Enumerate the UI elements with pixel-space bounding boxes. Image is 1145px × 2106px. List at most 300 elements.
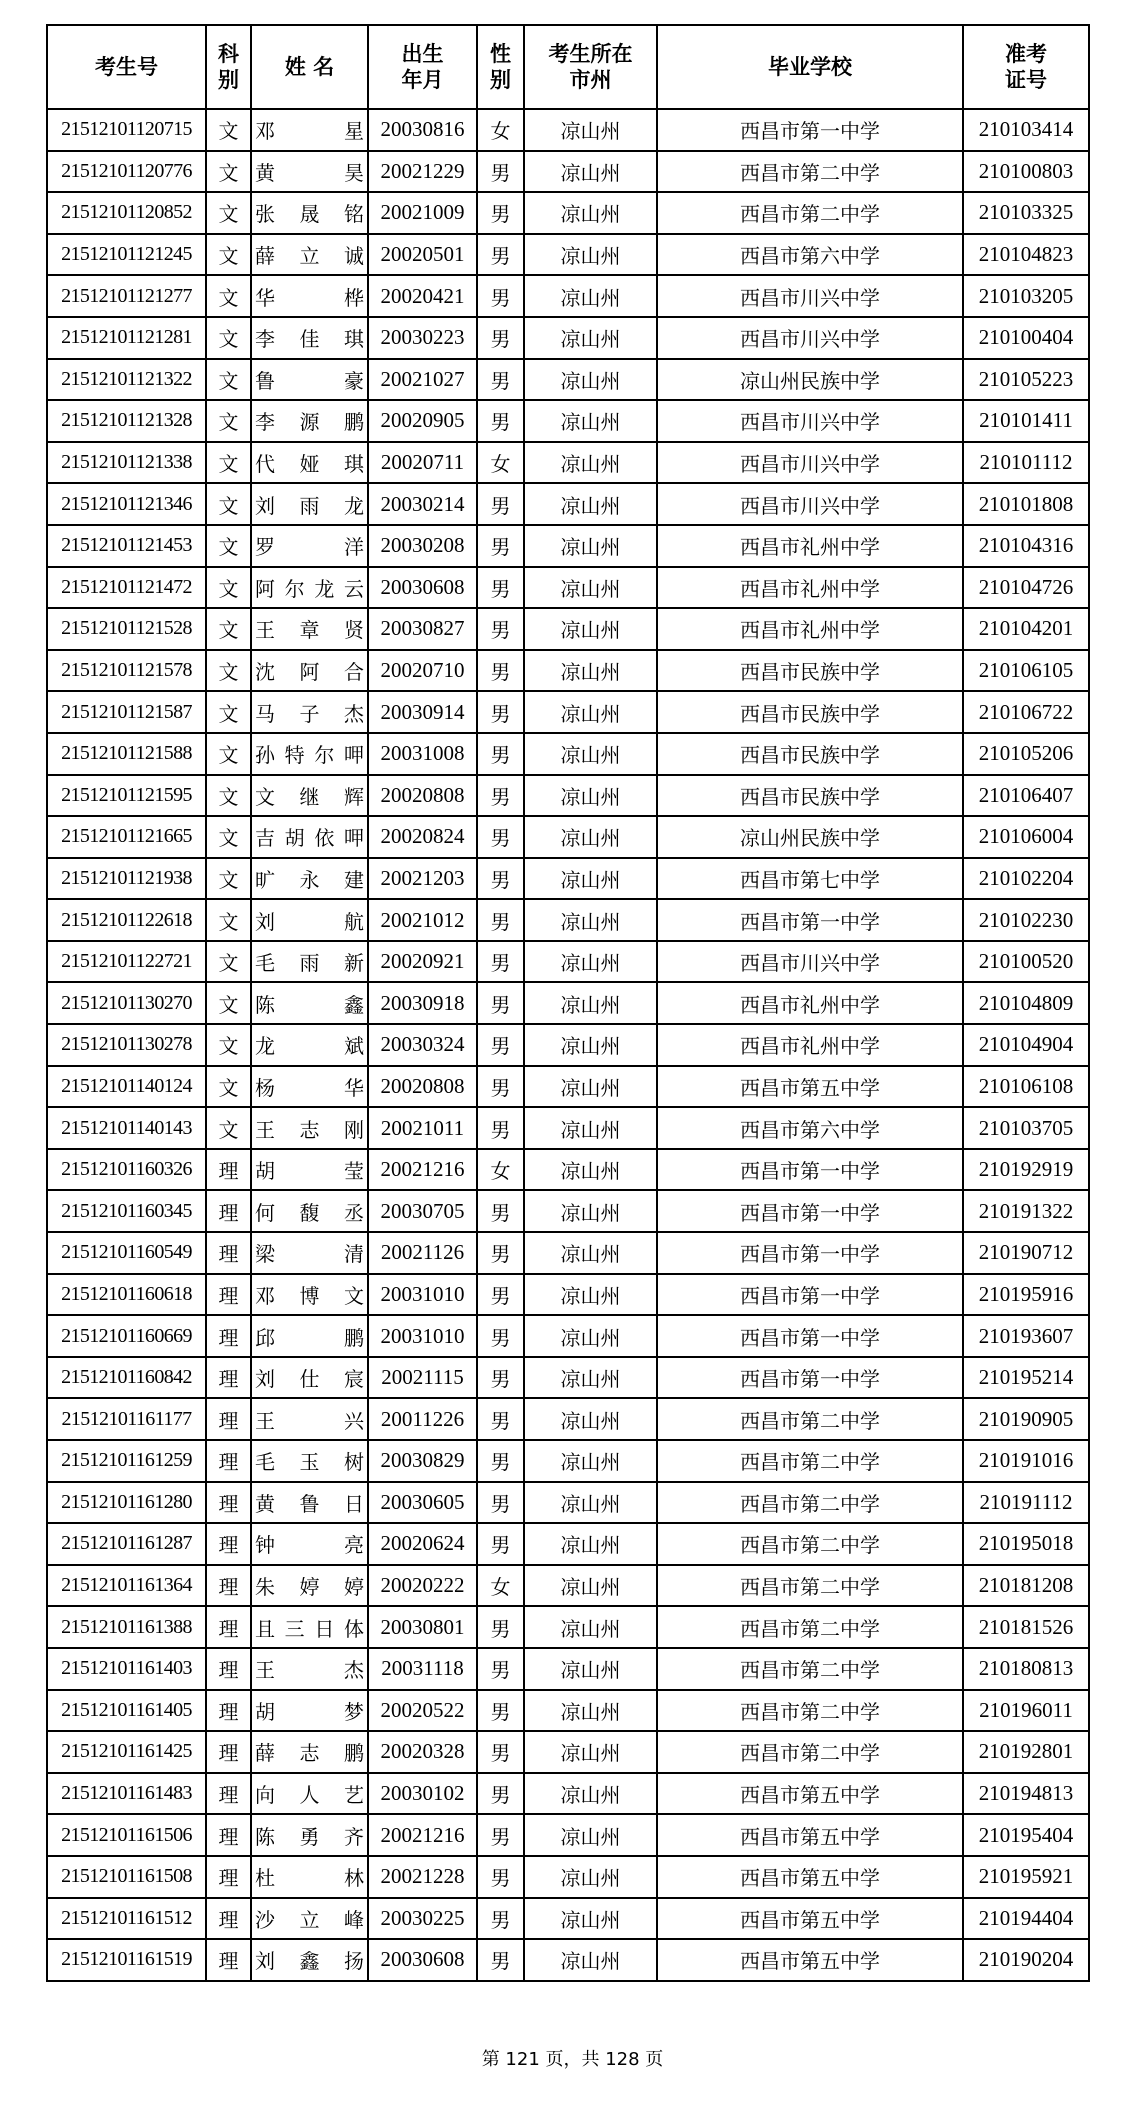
header-birth: 出生年月 (368, 25, 477, 109)
birth-date-cell: 20020710 (368, 650, 477, 692)
gender-cell: 男 (477, 858, 524, 900)
ticket-number-cell: 210190712 (963, 1232, 1089, 1274)
student-name-cell: 陈 鑫 (251, 982, 368, 1024)
ticket-number-cell: 210194404 (963, 1898, 1089, 1940)
birth-date-cell: 20011226 (368, 1398, 477, 1440)
city-cell: 凉山州 (524, 608, 657, 650)
city-cell: 凉山州 (524, 982, 657, 1024)
student-name-cell: 吉 胡 依 呷 (251, 816, 368, 858)
student-name-cell: 杨 华 (251, 1066, 368, 1108)
student-name-cell: 陈 勇 齐 (251, 1814, 368, 1856)
city-cell: 凉山州 (524, 775, 657, 817)
city-cell: 凉山州 (524, 1690, 657, 1732)
table-row (47, 1690, 1089, 1732)
gender-cell: 男 (477, 1939, 524, 1981)
birth-date-cell: 20020824 (368, 816, 477, 858)
gender-cell: 男 (477, 359, 524, 401)
student-name-cell: 李 佳 琪 (251, 317, 368, 359)
birth-date-cell: 20030705 (368, 1190, 477, 1232)
table-row (47, 525, 1089, 567)
gender-cell: 男 (477, 400, 524, 442)
ticket-number-cell: 210101112 (963, 442, 1089, 484)
birth-date-cell: 20021009 (368, 192, 477, 234)
school-cell: 西昌市川兴中学 (657, 941, 963, 983)
gender-cell: 男 (477, 567, 524, 609)
school-cell: 西昌市民族中学 (657, 775, 963, 817)
student-name-cell: 杜 林 (251, 1856, 368, 1898)
exam-number-cell: 21512101121346 (47, 483, 206, 525)
school-cell: 西昌市川兴中学 (657, 400, 963, 442)
school-cell: 西昌市第一中学 (657, 1274, 963, 1316)
ticket-number-cell: 210104809 (963, 982, 1089, 1024)
gender-cell: 女 (477, 442, 524, 484)
exam-number-cell: 21512101160842 (47, 1357, 206, 1399)
gender-cell: 男 (477, 1232, 524, 1274)
header-city: 考生所在市州 (524, 25, 657, 109)
ticket-number-cell: 210103705 (963, 1107, 1089, 1149)
ticket-number-cell: 210191016 (963, 1440, 1089, 1482)
birth-date-cell: 20030214 (368, 483, 477, 525)
city-cell: 凉山州 (524, 1565, 657, 1607)
exam-number-cell: 21512101160326 (47, 1149, 206, 1191)
ticket-number-cell: 210191112 (963, 1482, 1089, 1524)
gender-cell: 男 (477, 317, 524, 359)
school-cell: 西昌市第一中学 (657, 1357, 963, 1399)
city-cell: 凉山州 (524, 1024, 657, 1066)
city-cell: 凉山州 (524, 1856, 657, 1898)
table-row (47, 1149, 1089, 1191)
city-cell: 凉山州 (524, 1315, 657, 1357)
gender-cell: 男 (477, 1274, 524, 1316)
birth-date-cell: 20030816 (368, 109, 477, 151)
city-cell: 凉山州 (524, 1731, 657, 1773)
subject-cell: 文 (206, 317, 251, 359)
table-row (47, 1357, 1089, 1399)
table-row (47, 608, 1089, 650)
student-name-cell: 朱 婷 婷 (251, 1565, 368, 1607)
ticket-number-cell: 210103205 (963, 275, 1089, 317)
gender-cell: 女 (477, 1565, 524, 1607)
subject-cell: 文 (206, 525, 251, 567)
exam-number-cell: 21512101160549 (47, 1232, 206, 1274)
subject-cell: 文 (206, 650, 251, 692)
table-row (47, 567, 1089, 609)
city-cell: 凉山州 (524, 1398, 657, 1440)
table-row (47, 1606, 1089, 1648)
gender-cell: 男 (477, 941, 524, 983)
table-row (47, 1856, 1089, 1898)
gender-cell: 男 (477, 1440, 524, 1482)
birth-date-cell: 20030223 (368, 317, 477, 359)
ticket-number-cell: 210100520 (963, 941, 1089, 983)
subject-cell: 理 (206, 1440, 251, 1482)
ticket-number-cell: 210192801 (963, 1731, 1089, 1773)
student-name-cell: 鲁 豪 (251, 359, 368, 401)
exam-number-cell: 21512101160669 (47, 1315, 206, 1357)
subject-cell: 文 (206, 691, 251, 733)
school-cell: 凉山州民族中学 (657, 359, 963, 401)
subject-cell: 文 (206, 1024, 251, 1066)
exam-number-cell: 21512101121528 (47, 608, 206, 650)
student-name-cell: 邓 星 (251, 109, 368, 151)
subject-cell: 文 (206, 442, 251, 484)
school-cell: 西昌市川兴中学 (657, 442, 963, 484)
table-row (47, 1898, 1089, 1940)
subject-cell: 文 (206, 1066, 251, 1108)
ticket-number-cell: 210104904 (963, 1024, 1089, 1066)
ticket-number-cell: 210102204 (963, 858, 1089, 900)
city-cell: 凉山州 (524, 650, 657, 692)
city-cell: 凉山州 (524, 1274, 657, 1316)
subject-cell: 理 (206, 1357, 251, 1399)
gender-cell: 男 (477, 1398, 524, 1440)
gender-cell: 男 (477, 1690, 524, 1732)
school-cell: 西昌市第二中学 (657, 1731, 963, 1773)
subject-cell: 文 (206, 234, 251, 276)
table-row (47, 151, 1089, 193)
birth-date-cell: 20020501 (368, 234, 477, 276)
ticket-number-cell: 210195214 (963, 1357, 1089, 1399)
ticket-number-cell: 210180813 (963, 1648, 1089, 1690)
ticket-number-cell: 210106722 (963, 691, 1089, 733)
student-name-cell: 王 章 贤 (251, 608, 368, 650)
subject-cell: 理 (206, 1648, 251, 1690)
school-cell: 西昌市第五中学 (657, 1814, 963, 1856)
birth-date-cell: 20031008 (368, 733, 477, 775)
student-name-cell: 薛 立 诚 (251, 234, 368, 276)
birth-date-cell: 20021027 (368, 359, 477, 401)
subject-cell: 文 (206, 567, 251, 609)
gender-cell: 男 (477, 1814, 524, 1856)
exam-number-cell: 21512101161508 (47, 1856, 206, 1898)
birth-date-cell: 20030827 (368, 608, 477, 650)
student-name-cell: 向 人 艺 (251, 1773, 368, 1815)
table-row (47, 1024, 1089, 1066)
table-row (47, 1066, 1089, 1108)
table-row (47, 1398, 1089, 1440)
city-cell: 凉山州 (524, 1898, 657, 1940)
city-cell: 凉山州 (524, 1773, 657, 1815)
exam-number-cell: 21512101140143 (47, 1107, 206, 1149)
exam-number-cell: 21512101161519 (47, 1939, 206, 1981)
subject-cell: 文 (206, 775, 251, 817)
subject-cell: 文 (206, 359, 251, 401)
table-row (47, 400, 1089, 442)
birth-date-cell: 20030801 (368, 1606, 477, 1648)
city-cell: 凉山州 (524, 941, 657, 983)
student-name-cell: 阿 尔 龙 云 (251, 567, 368, 609)
city-cell: 凉山州 (524, 816, 657, 858)
birth-date-cell: 20021229 (368, 151, 477, 193)
ticket-number-cell: 210106105 (963, 650, 1089, 692)
ticket-number-cell: 210105223 (963, 359, 1089, 401)
student-name-cell: 旷 永 建 (251, 858, 368, 900)
birth-date-cell: 20020421 (368, 275, 477, 317)
school-cell: 西昌市第一中学 (657, 1190, 963, 1232)
birth-date-cell: 20020711 (368, 442, 477, 484)
table-row (47, 1939, 1089, 1981)
header-row (47, 25, 1089, 109)
student-name-cell: 何 馥 丞 (251, 1190, 368, 1232)
ticket-number-cell: 210195916 (963, 1274, 1089, 1316)
ticket-number-cell: 210190905 (963, 1398, 1089, 1440)
page-footer: 第 121 页，共 128 页 (481, 2049, 664, 2070)
student-name-cell: 王 杰 (251, 1648, 368, 1690)
subject-cell: 文 (206, 400, 251, 442)
city-cell: 凉山州 (524, 1107, 657, 1149)
birth-date-cell: 20030608 (368, 1939, 477, 1981)
school-cell: 西昌市礼州中学 (657, 982, 963, 1024)
school-cell: 西昌市民族中学 (657, 650, 963, 692)
school-cell: 西昌市第二中学 (657, 1440, 963, 1482)
student-name-cell: 刘 鑫 扬 (251, 1939, 368, 1981)
student-name-cell: 王 兴 (251, 1398, 368, 1440)
table-row (47, 1731, 1089, 1773)
table-row (47, 1648, 1089, 1690)
subject-cell: 文 (206, 1107, 251, 1149)
gender-cell: 男 (477, 1731, 524, 1773)
birth-date-cell: 20020328 (368, 1731, 477, 1773)
ticket-number-cell: 210100404 (963, 317, 1089, 359)
city-cell: 凉山州 (524, 899, 657, 941)
table-row (47, 858, 1089, 900)
table-row (47, 234, 1089, 276)
gender-cell: 男 (477, 1856, 524, 1898)
birth-date-cell: 20030829 (368, 1440, 477, 1482)
table-row (47, 1440, 1089, 1482)
table-row (47, 650, 1089, 692)
ticket-number-cell: 210101808 (963, 483, 1089, 525)
birth-date-cell: 20020808 (368, 775, 477, 817)
student-name-cell: 文 继 辉 (251, 775, 368, 817)
student-name-cell: 邓 博 文 (251, 1274, 368, 1316)
exam-number-cell: 21512101121322 (47, 359, 206, 401)
ticket-number-cell: 210195404 (963, 1814, 1089, 1856)
ticket-number-cell: 210104201 (963, 608, 1089, 650)
birth-date-cell: 20030914 (368, 691, 477, 733)
student-name-cell: 孙 特 尔 呷 (251, 733, 368, 775)
student-name-cell: 邱 鹏 (251, 1315, 368, 1357)
gender-cell: 男 (477, 1315, 524, 1357)
exam-number-cell: 21512101121938 (47, 858, 206, 900)
city-cell: 凉山州 (524, 442, 657, 484)
student-name-cell: 黄 昊 (251, 151, 368, 193)
school-cell: 西昌市第二中学 (657, 1690, 963, 1732)
subject-cell: 理 (206, 1856, 251, 1898)
subject-cell: 理 (206, 1814, 251, 1856)
birth-date-cell: 20021216 (368, 1814, 477, 1856)
table-row (47, 483, 1089, 525)
gender-cell: 男 (477, 816, 524, 858)
exam-number-cell: 21512101120776 (47, 151, 206, 193)
exam-number-cell: 21512101161177 (47, 1398, 206, 1440)
ticket-number-cell: 210106108 (963, 1066, 1089, 1108)
student-name-cell: 沈 阿 合 (251, 650, 368, 692)
subject-cell: 文 (206, 941, 251, 983)
gender-cell: 女 (477, 1149, 524, 1191)
birth-date-cell: 20030324 (368, 1024, 477, 1066)
exam-number-cell: 21512101130278 (47, 1024, 206, 1066)
gender-cell: 男 (477, 1773, 524, 1815)
birth-date-cell: 20021216 (368, 1149, 477, 1191)
table-row (47, 1190, 1089, 1232)
birth-date-cell: 20021115 (368, 1357, 477, 1399)
ticket-number-cell: 210192919 (963, 1149, 1089, 1191)
ticket-number-cell: 210103414 (963, 109, 1089, 151)
subject-cell: 理 (206, 1731, 251, 1773)
gender-cell: 男 (477, 192, 524, 234)
city-cell: 凉山州 (524, 858, 657, 900)
school-cell: 西昌市第一中学 (657, 1315, 963, 1357)
birth-date-cell: 20020624 (368, 1523, 477, 1565)
birth-date-cell: 20030102 (368, 1773, 477, 1815)
school-cell: 西昌市第五中学 (657, 1856, 963, 1898)
table-row (47, 359, 1089, 401)
header-school: 毕业学校 (657, 25, 963, 109)
table-row (47, 317, 1089, 359)
table-row (47, 982, 1089, 1024)
table-row (47, 691, 1089, 733)
gender-cell: 男 (477, 1648, 524, 1690)
subject-cell: 理 (206, 1523, 251, 1565)
student-name-cell: 刘 仕 宸 (251, 1357, 368, 1399)
exam-number-cell: 21512101161483 (47, 1773, 206, 1815)
gender-cell: 男 (477, 1357, 524, 1399)
school-cell: 西昌市第七中学 (657, 858, 963, 900)
table-row (47, 1315, 1089, 1357)
subject-cell: 理 (206, 1606, 251, 1648)
city-cell: 凉山州 (524, 192, 657, 234)
school-cell: 西昌市民族中学 (657, 733, 963, 775)
gender-cell: 男 (477, 1482, 524, 1524)
city-cell: 凉山州 (524, 525, 657, 567)
student-name-cell: 华 桦 (251, 275, 368, 317)
school-cell: 西昌市第二中学 (657, 1565, 963, 1607)
subject-cell: 文 (206, 858, 251, 900)
exam-number-cell: 21512101160345 (47, 1190, 206, 1232)
exam-number-cell: 21512101121665 (47, 816, 206, 858)
subject-cell: 文 (206, 982, 251, 1024)
table-row (47, 816, 1089, 858)
gender-cell: 男 (477, 275, 524, 317)
school-cell: 西昌市第一中学 (657, 109, 963, 151)
ticket-number-cell: 210193607 (963, 1315, 1089, 1357)
birth-date-cell: 20030208 (368, 525, 477, 567)
exam-number-cell: 21512101140124 (47, 1066, 206, 1108)
ticket-number-cell: 210100803 (963, 151, 1089, 193)
student-name-cell: 李 源 鹏 (251, 400, 368, 442)
table-row (47, 1814, 1089, 1856)
subject-cell: 文 (206, 899, 251, 941)
student-name-cell: 刘 雨 龙 (251, 483, 368, 525)
school-cell: 西昌市第一中学 (657, 899, 963, 941)
school-cell: 西昌市第二中学 (657, 1398, 963, 1440)
gender-cell: 女 (477, 109, 524, 151)
exam-number-cell: 21512101161425 (47, 1731, 206, 1773)
subject-cell: 理 (206, 1898, 251, 1940)
exam-number-cell: 21512101121338 (47, 442, 206, 484)
header-name: 姓 名 (251, 25, 368, 109)
subject-cell: 文 (206, 192, 251, 234)
city-cell: 凉山州 (524, 1648, 657, 1690)
table-row (47, 442, 1089, 484)
school-cell: 西昌市第二中学 (657, 151, 963, 193)
ticket-number-cell: 210101411 (963, 400, 1089, 442)
exam-number-cell: 21512101161506 (47, 1814, 206, 1856)
ticket-number-cell: 210102230 (963, 899, 1089, 941)
city-cell: 凉山州 (524, 151, 657, 193)
ticket-number-cell: 210181526 (963, 1606, 1089, 1648)
school-cell: 西昌市第二中学 (657, 1482, 963, 1524)
ticket-number-cell: 210104316 (963, 525, 1089, 567)
gender-cell: 男 (477, 1606, 524, 1648)
gender-cell: 男 (477, 483, 524, 525)
city-cell: 凉山州 (524, 275, 657, 317)
exam-number-cell: 21512101161364 (47, 1565, 206, 1607)
gender-cell: 男 (477, 151, 524, 193)
ticket-number-cell: 210103325 (963, 192, 1089, 234)
school-cell: 西昌市第六中学 (657, 1107, 963, 1149)
gender-cell: 男 (477, 775, 524, 817)
student-name-cell: 梁 清 (251, 1232, 368, 1274)
school-cell: 西昌市川兴中学 (657, 483, 963, 525)
exam-number-cell: 21512101121587 (47, 691, 206, 733)
gender-cell: 男 (477, 1190, 524, 1232)
candidate-table (46, 24, 1090, 1982)
exam-number-cell: 21512101122721 (47, 941, 206, 983)
header-gender: 性别 (477, 25, 524, 109)
gender-cell: 男 (477, 691, 524, 733)
student-name-cell: 毛 雨 新 (251, 941, 368, 983)
subject-cell: 理 (206, 1482, 251, 1524)
ticket-number-cell: 210104726 (963, 567, 1089, 609)
exam-number-cell: 21512101161259 (47, 1440, 206, 1482)
student-name-cell: 薛 志 鹏 (251, 1731, 368, 1773)
city-cell: 凉山州 (524, 1523, 657, 1565)
ticket-number-cell: 210181208 (963, 1565, 1089, 1607)
school-cell: 西昌市川兴中学 (657, 275, 963, 317)
birth-date-cell: 20021228 (368, 1856, 477, 1898)
gender-cell: 男 (477, 650, 524, 692)
exam-number-cell: 21512101120715 (47, 109, 206, 151)
subject-cell: 文 (206, 109, 251, 151)
subject-cell: 理 (206, 1232, 251, 1274)
school-cell: 西昌市第五中学 (657, 1939, 963, 1981)
birth-date-cell: 20030225 (368, 1898, 477, 1940)
ticket-number-cell: 210106407 (963, 775, 1089, 817)
table-row (47, 1523, 1089, 1565)
table-row (47, 941, 1089, 983)
student-name-cell: 沙 立 峰 (251, 1898, 368, 1940)
birth-date-cell: 20021203 (368, 858, 477, 900)
exam-number-cell: 21512101121277 (47, 275, 206, 317)
school-cell: 西昌市礼州中学 (657, 525, 963, 567)
subject-cell: 理 (206, 1274, 251, 1316)
exam-number-cell: 21512101161512 (47, 1898, 206, 1940)
gender-cell: 男 (477, 525, 524, 567)
exam-number-cell: 21512101121595 (47, 775, 206, 817)
birth-date-cell: 20021011 (368, 1107, 477, 1149)
ticket-number-cell: 210196011 (963, 1690, 1089, 1732)
city-cell: 凉山州 (524, 109, 657, 151)
city-cell: 凉山州 (524, 733, 657, 775)
school-cell: 西昌市民族中学 (657, 691, 963, 733)
exam-number-cell: 21512101120852 (47, 192, 206, 234)
exam-number-cell: 21512101121453 (47, 525, 206, 567)
table-row (47, 775, 1089, 817)
exam-number-cell: 21512101161405 (47, 1690, 206, 1732)
ticket-number-cell: 210195018 (963, 1523, 1089, 1565)
